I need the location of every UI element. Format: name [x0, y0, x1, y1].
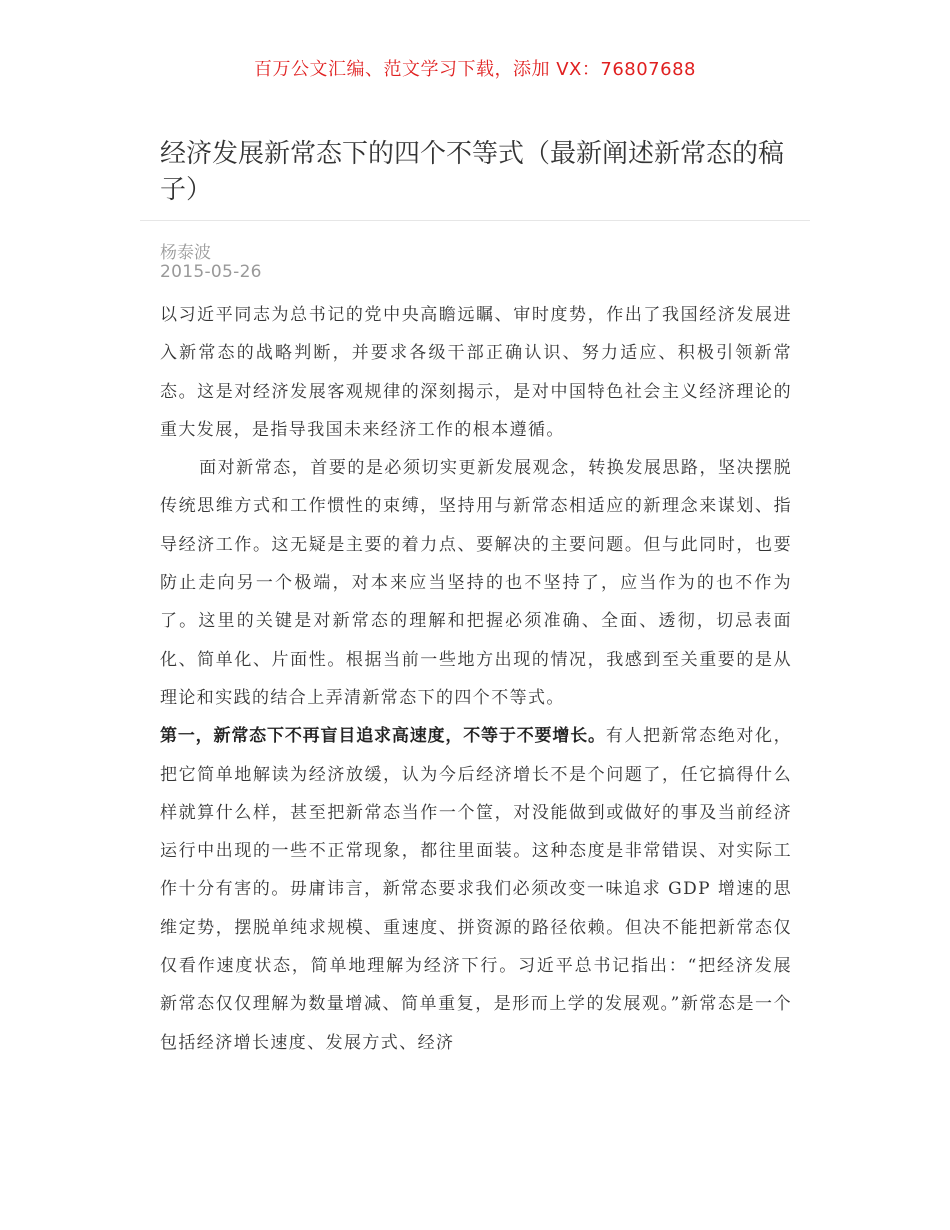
paragraph-intro: 以习近平同志为总书记的党中央高瞻远瞩、审时度势，作出了我国经济发展进入新常态的战略判断，并要求各级干部正确认识、努力适应、积极引领新常态。这是对经济发展客观规律的深刻揭示，是对中国特色社会主义经济理论的重大发展，是指导我国未来经济工作的根本遵循。 [160, 305, 792, 440]
paragraph-first-inequality [160, 717, 792, 1062]
article-author: 杨泰波 [160, 243, 211, 263]
title-divider [140, 220, 810, 221]
article-title: 经济发展新常态下的四个不等式（最新阐述新常态的稿子） [160, 139, 785, 205]
promo-banner: 百万公文汇编、范文学习下载，添加 VX：76807688 [254, 59, 696, 80]
paragraph-new-normal: 面对新常态，首要的是必须切实更新发展观念，转换发展思路，坚决摆脱传统思维方式和工作惯性的束缚，坚持用与新常态相适应的新理念来谋划、指导经济工作。这无疑是主要的着力点、要解决的主要问题。但与此同时，也要防止走向另一个极端，对本来应当坚持的也不坚持了，应当作为的也不作为了。这里的关键是对新常态的理解和把握必须准确、全面、透彻，切忌表面化、简单化、片面性。根据当前一些地方出现的情况，我感到至关重要的是从理论和实践的结合上弄清新常态下的四个不等式。 [160, 458, 792, 708]
article-body [160, 296, 792, 1062]
article-date: 2015-05-26 [160, 262, 262, 282]
paragraph-first-body: 有人把新常态绝对化，把它简单地解读为经济放缓，认为今后经济增长不是个问题了，任它搞得什么样就算什么样，甚至把新常态当作一个筐，对没能做到或做好的事及当前经济运行中出现的一些不正常现象，都往里面装。这种态度是非常错误、对实际工作十分有害的。毋庸讳言，新常态要求我们必须改变一味追求 GDP 增速的思维定势，摆脱单纯求规模、重速度、拼资源的路径依赖。但决不能把新常态仅仅看作速度状态，简单地理解为经济下行。习近平总书记指出：“把经济发展新常态仅仅理解为数量增减、简单重复，是形而上学的发展观。”新常态是一个包括经济增长速度、发展方式、经济 [160, 726, 793, 1053]
paragraph-lead-heading: 第一，新常态下不再盲目追求高速度，不等于不要增长。 [160, 726, 606, 747]
